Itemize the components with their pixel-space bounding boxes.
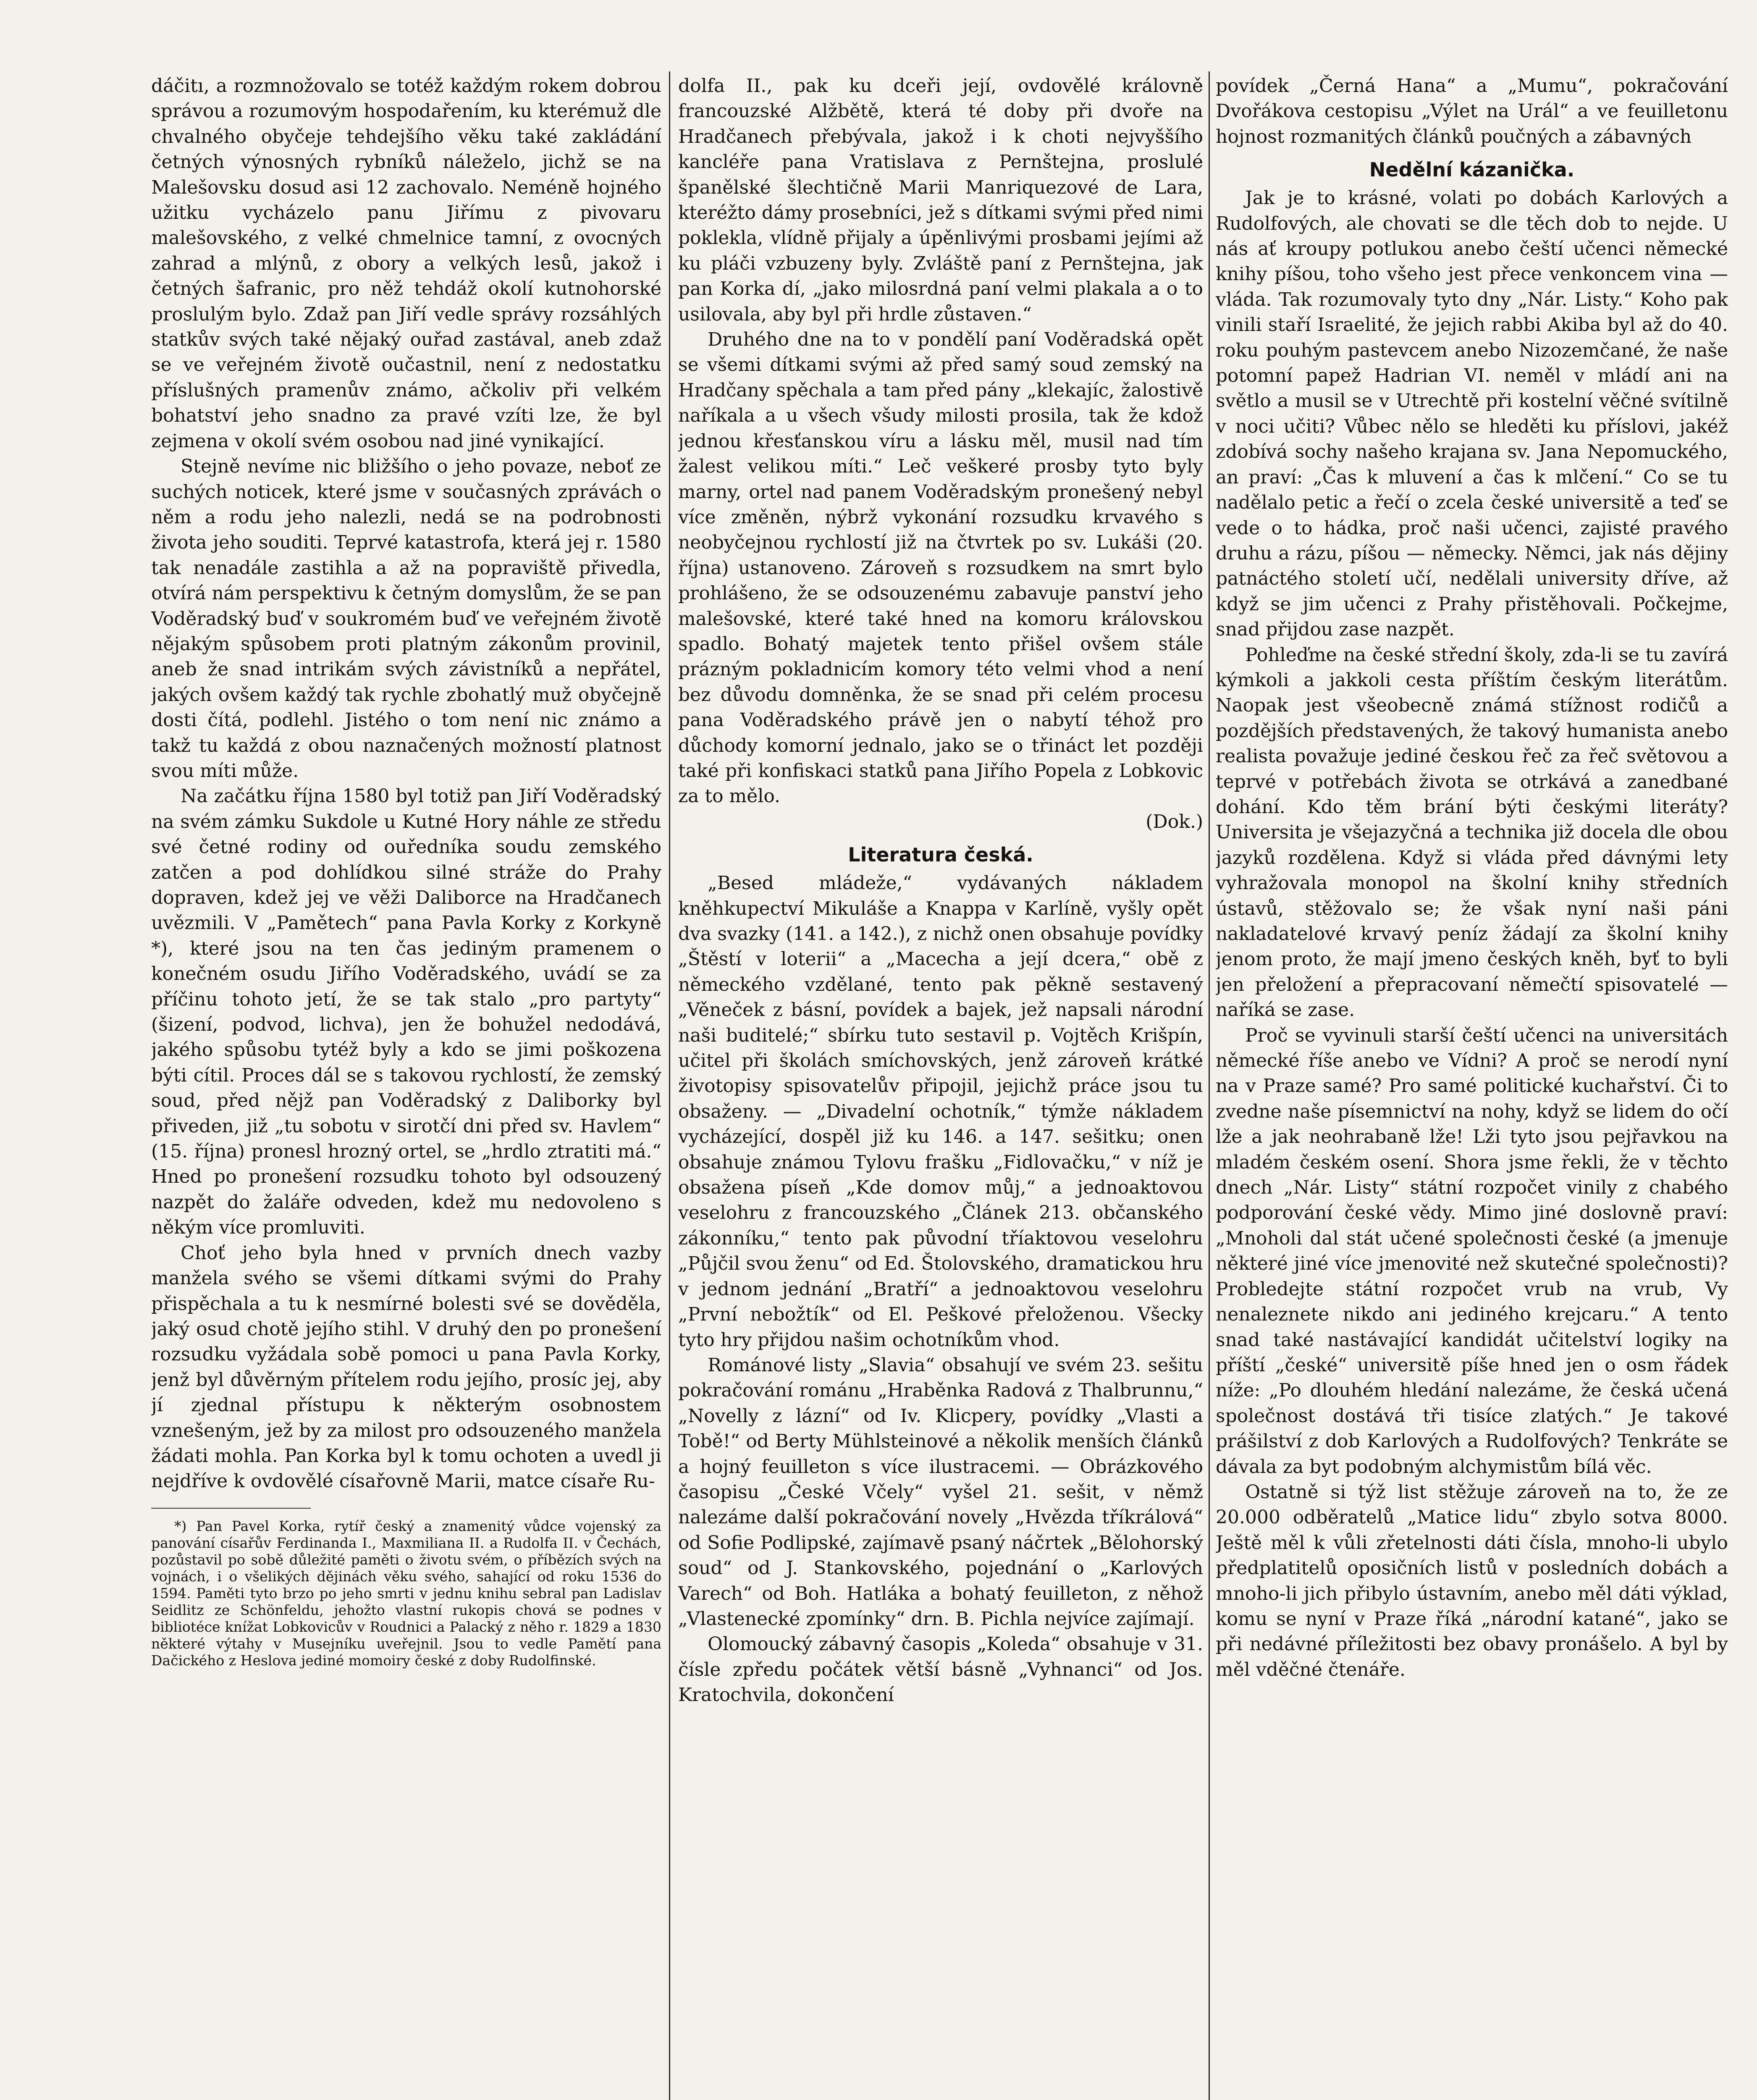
article-signature: (Dok.): [1146, 811, 1203, 832]
section-heading-kazanicka: Nedělní kázanička.: [1369, 158, 1575, 181]
article-paragraph: Proč se vyvinuli starší čeští učenci na universitách německé říše anebo ve Vídni? A proč se nerodí nyní na v Praze samé? Pro samé politické kuchařství. Či to zvedne naše písemnictví na nohy, když se lidem do očí lže a jak neohrabaně lže! Lži tyto jsou pejřavkou na mladém českém osení. Shora jsme řekli, že v těchto dnech „Nár. Listy“ státní rozpočet vinily z chabého podporování české vědy. Mimo jiné doslovně praví: „Mnoholi dal stát učené společnosti české (a jmenuje některé jiné více jmenovité než skutečné společnosti)? Probledejte státní rozpočet vrub na vrub, Vy nenaleznete nikdo ani jediného krejcaru.“ A tento snad také nastávající kandidát učitelství logiky na příští „české“ universitě píše hned jen o osm řádek níže: „Po dlouhém hledání nalezáme, že česká učená společnost dostává tři tisíce zlatých.“ Je takové prášilství z dob Karlových a Rudolfových? Tenkráte se dávala za byt podobným alchymistům bílá věc.: [1216, 1024, 1728, 1478]
article-paragraph: Olomoucký zábavný časopis „Koleda“ obsahuje v 31. čísle zpředu počátek větší básně „Vyhnanci“ od Jos. Kratochvila, dokončení: [678, 1633, 1203, 1706]
column-2: [678, 74, 1203, 2100]
article-continuation: povídek „Černá Hana“ a „Mumu“, pokračování Dvořákova cestopisu „Výlet na Urál“ a ve feuilletonu hojnost rozmanitých článků poučných a zábavných: [1216, 75, 1728, 147]
section-heading-literatura: Literatura česká.: [848, 843, 1033, 866]
column-1: [151, 74, 661, 2100]
article-continuation: dáčitı, a rozmnožovalo se totéž každým rokem dobrou správou a rozumovým hospodařením, ku kterémuž dle chvalného obyčeje tehdejšího věku také zakládání četných výnosných rybníků náleželo, jichž se na Malešovsku dosud asi 12 zachovalo. Neméně hojného užitku vycházelo panu Jiřímu z pivovaru malešovského, z velké chmelnice tamní, z ovocných zahrad a mlýnů, z obory a velkých lesů, jakož i četných šafranic, pro něž tehdáž okolí kutnohorské proslulým bylo. Zdaž pan Jiří vedle správy rozsáhlých statkův svých také nějaký ouřad zastával, aneb zdaž se ve veřejném životě oučastnil, není z nedostatku příslušných pramenův známo, ačkoliv při velkém bohatství jeho snadno za pravé vzíti lze, že byl zejmena v okolí svém osobou nad jiné vynikající.: [151, 75, 661, 452]
article-paragraph: Jak je to krásné, volati po dobách Karlových a Rudolfových, ale chovati se dle těch dob to nejde. U nás ať kroupy potlukou anebo čeští učenci německé knihy píšou, toho všeho jest přece venkoncem vina — vláda. Tak rozumovaly tyto dny „Nár. Listy.“ Koho pak vinili staří Israelité, že jejich rabbi Akiba byl až do 40. roku pouhým pastevcem anebo Nizozemčané, že naše potomní papež Hadrian VI. neměl v mládí ani na světlo a musil se v Utrechtě při kostelní věčné svítilně v noci učiti? Vůbec nělo se hleděti ku příslovi, jakéž zdobívá sochy našeho krajana sv. Jana Nepomuckého, an praví: „Čas k mluvení a čas k mlčení.“ Co se tu nadělalo petic a řečí o zcela české universitě a teď se vede o to hádka, proč naši učenci, zajisté pravého druhu a rázu, píšou — německy. Němci, jak nás dějiny patnáctého století učí, nedělali university dříve, až když se jim učenci z Prahy přistěhovali. Počkejme, snad přijdou zase nazpět.: [1216, 187, 1728, 640]
column-rule-right: [1209, 71, 1210, 2100]
article-paragraph: Ostatně si týž list stěžuje zároveň na to, že ze 20.000 odběratelů „Matice lidu“ zbylo sotva 8000. Ještě měl k vůli zřetelnosti dáti čísla, mnoho-li ubylo předplatitelů oposičních listů v posledních dobách a mnoho-li jich přibylo ústavním, anebo měl dáti výklad, komu se nyní v Praze říká „národní katané“, jako se při nedávné příležitosti bez obavy pronášelo. A byl by měl vděčné čtenáře.: [1216, 1481, 1728, 1680]
article-paragraph: Choť jeho byla hned v prvních dnech vazby manžela svého se všemi dítkami svými do Prahy přispěchala a tu k nesmírné bolesti své se dověděla, jaký osud chotě jejího stihl. V druhý den po pronešení rozsudku vyžádala sobě pomoci u pana Pavla Korky, jenž byl důvěrným přítelem rodu jejího, prosíc jej, aby jí zjednal přístupu k některým osobnostem vznešeným, jež by za milost pro odsouzeného manžela žádati mohla. Pan Korka byl k tomu ochoten a uvedl ji nejdříve k ovdovělé císařovně Marii, matce císaře Ru-: [151, 1242, 661, 1492]
article-paragraph: Románové listy „Slavia“ obsahují ve svém 23. sešitu pokračování románu „Hraběnka Radová z Thalbrunnu,“ „Novelly z lázní“ od Iv. Klicpery, povídky „Vlasti a Tobě!“ od Berty Mühlsteinové a několik menších článků a hojný feuilleton s více ilustracemi. — Obrázkového časopisu „České Včely“ vyšel 21. sešit, v němž nalezáme další pokračování novely „Hvězda tříkrálová“ od Sofie Podlipské, zajímavě psaný náčrtek „Bělohorský soud“ od J. Stankovského, pojednání o „Karlových Varech“ od Boh. Hatláka a bohatý feuilleton, z něhož „Vlastenecké zpomínky“ drn. B. Pichla nejvíce zajímají.: [678, 1354, 1203, 1630]
article-paragraph: „Besed mládeže,“ vydávaných nákladem kněhkupectví Mikuláše a Knappa v Karlíně, vyšly opět dva svazky (141. a 142.), z nichž onen obsahuje povídky „Štěstí v loterii“ a „Macecha a její dcera,“ obě z německého vzdělané, tento pak pěkně sestavený „Věneček z básní, povídek a bajek, jež napsali národní naši buditelé;“ sbírku tuto sestavil p. Vojtěch Krišpín, učitel při školách smíchovských, jenž zároveň krátké životopisy spisovatelův připojil, jejichž práce jsou tu obsaženy. — „Divadelní ochotník,“ týmže nákladem vycházející, dospěl již ku 146. a 147. sešitku; onen obsahuje známou Tylovu frašku „Fidlovačku,“ v níž je obsažena píseň „Kde domov můj,“ a jednoaktovou veselohru z francouzského „Článek 213. občanského zákonníku,“ tento pak původní tříaktovou veselohru „Půjčil svou ženu“ od Ed. Štolovského, dramatickou hru v jednom jednání „Bratří“ a jednoaktovou veselohru „První nebožtík“ od El. Peškové přeloženou. Všecky tyto hry přijdou našim ochotníkům vhod.: [678, 872, 1203, 1351]
article-paragraph: Na začátku října 1580 byl totiž pan Jiří Voděradský na svém zámku Sukdole u Kutné Hory náhle ze středu své četné rodiny od ouředníka soudu zemského zatčen a pod dohlídkou silné stráže do Prahy dopraven, kdež jej ve věži Daliborce na Hradčanech uvězmili. V „Pamětech“ pana Pavla Korky z Korkyně *), které jsou na ten čas jediným pramenem o konečném osudu Jiřího Voděradského, uvádí se za příčinu tohoto jetí, že se tak stalo „pro partyty“ (šizení, podvod, lichva), jen že bohužel nedodává, jakého spůsobu tytéž byly a kdo se jimi poškozena býti cítil. Proces dál se s takovou rychlostí, že zemský soud, před nějž pan Voděradský z Daliborky byl přiveden, již „tu sobotu v sirotčí dni před sv. Havlem“ (15. října) pronesl hrozný ortel, se „hrdlo ztratiti má.“ Hned po pronešení rozsudku tohoto byl odsouzený nazpět do žaláře odveden, kdež mu nedovoleno s někým více promluviti.: [151, 785, 661, 1239]
article-paragraph: Pohleďme na české střední školy, zda-li se tu zavírá kýmkoli a jakkoli cesta příštím českým literátům. Naopak jest všeobecně známá stížnost rodičů a pozdějších představených, že takový humanista anebo realista považuje jediné českou řeč za řeč světovou a teprvé v potřebách života se otrkává a zanedbané dohání. Kdo těm brání býti českými literáty? Universita je všejazyčná a technika již docela dle obou jazyků rozdělena. Když si vláda před dávnými lety vyhražovala monopol na školní knihy středních ústavů, stěžovalo se; že však nyní naši páni nakladatelové krvavý peníz žádají za školní knihy jenom proto, že mají jmeno českých kněh, byť to byli jen přeložení a přepracovaní němečtí spisovatelé — naříká se zase.: [1216, 644, 1728, 1021]
article-paragraph: Stejně nevíme nic bližšího o jeho povaze, neboť ze suchých noticek, které jsme v současných zprávách o něm a rodu jeho nalezli, nedá se na podrobnosti života jeho souditi. Teprvé katastrofa, která jej r. 1580 tak nenadále zastihla a až na popraviště přivedla, otvírá nám perspektivu k četným domyslům, že se pan Voděradský buď v soukromém buď ve veřejném životě nějakým spůsobem proti platným zákonům provinil, aneb že snad intrikám svých závistníků a nepřátel, jakých ovšem každý tak rychle zbohatlý muž obyčejně dosti čítá, podlehl. Jistého o tom není nic známo a takž tu každá z obou naznačených možností platnost svou míti může.: [151, 456, 661, 782]
column-3: [1216, 74, 1728, 2100]
footnote: [151, 1518, 661, 1669]
footnote-separator: [151, 1508, 311, 1509]
article-continuation: dolfa II., pak ku dceři její, ovdovělé královně francouzské Alžbětě, která té doby při dvoře na Hradčanech přebývala, jakož i k choti nejvyššího kancléře pana Vratislava z Pernštejna, proslulé španělské šlechtičně Marii Manriquezové de Lara, kteréžto dámy prosebníci, jež s dítkami svými před nimi poklekla, vlídně přijaly a úpěnlivými prosbami jejími až ku pláči vzbuzeny byly. Zvláště paní z Pernštejna, jak pan Korka dí, „jako milosrdná paní velmi plakala a o to usilovala, aby byl při hrdle zůstaven.“: [678, 75, 1203, 325]
article-paragraph: Druhého dne na to v pondělí paní Voděradská opět se všemi dítkami svými až před samý soud zemský na Hradčany spěchala a tam před pány „klekajíc, žalostivě naříkala a u všech všudy milosti prosila, tak že kdož jednou křesťanskou víru a lásku měl, musil nad tím žalest velikou míti.“ Leč veškeré prosby tyto byly marny, ortel nad panem Voděradským pronešený nebyl více změněn, nýbrž vykonání rozsudku krvavého s neobyčejnou rychlostí již na čtvrtek po sv. Lukáši (20. října) ustanoveno. Zároveň s rozsudkem na smrt bylo prohlášeno, že se odsouzenému zabavuje panství jeho malešovské, které také hned na komoru královskou spadlo. Bohatý majetek tento přišel ovšem stále prázným pokladnicím komory této velmi vhod a není bez důvodu domněnka, že se snad při celém procesu pana Voděradského právě jen o nabytí téhož pro důchody komorní jednalo, jako se o třináct let později také při konfiskaci statků pana Jiřího Popela z Lobkovic za to mělo.: [678, 329, 1203, 807]
footnote-text: *) Pan Pavel Korka, rytíř český a znamenitý vůdce vojenský za panování císařův Ferdinanda I., Maxmiliana II. a Rudolfa II. v Čechách, pozůstavil po sobě důležité paměti o životu svém, o příbězích svých na vojnách, i o všelikých dějinách věku svého, sahající od roku 1536 do 1594. Paměti tyto brzo po jeho smrti v jednu knihu sebral pan Ladislav Seidlitz ze Schönfeldu, jehožto vlastní rukopis chová se podnes v bibliotéce knížat Lobkovicův v Roudnici a Palacký z něho r. 1829 a 1830 některé výtahy v Musejníku uveřejnil. Jsou to vedle Pamětí pana Dačického z Heslova jediné momoiry české z doby Rudolfinské.: [151, 1517, 661, 1669]
column-rule-left: [669, 71, 670, 2100]
